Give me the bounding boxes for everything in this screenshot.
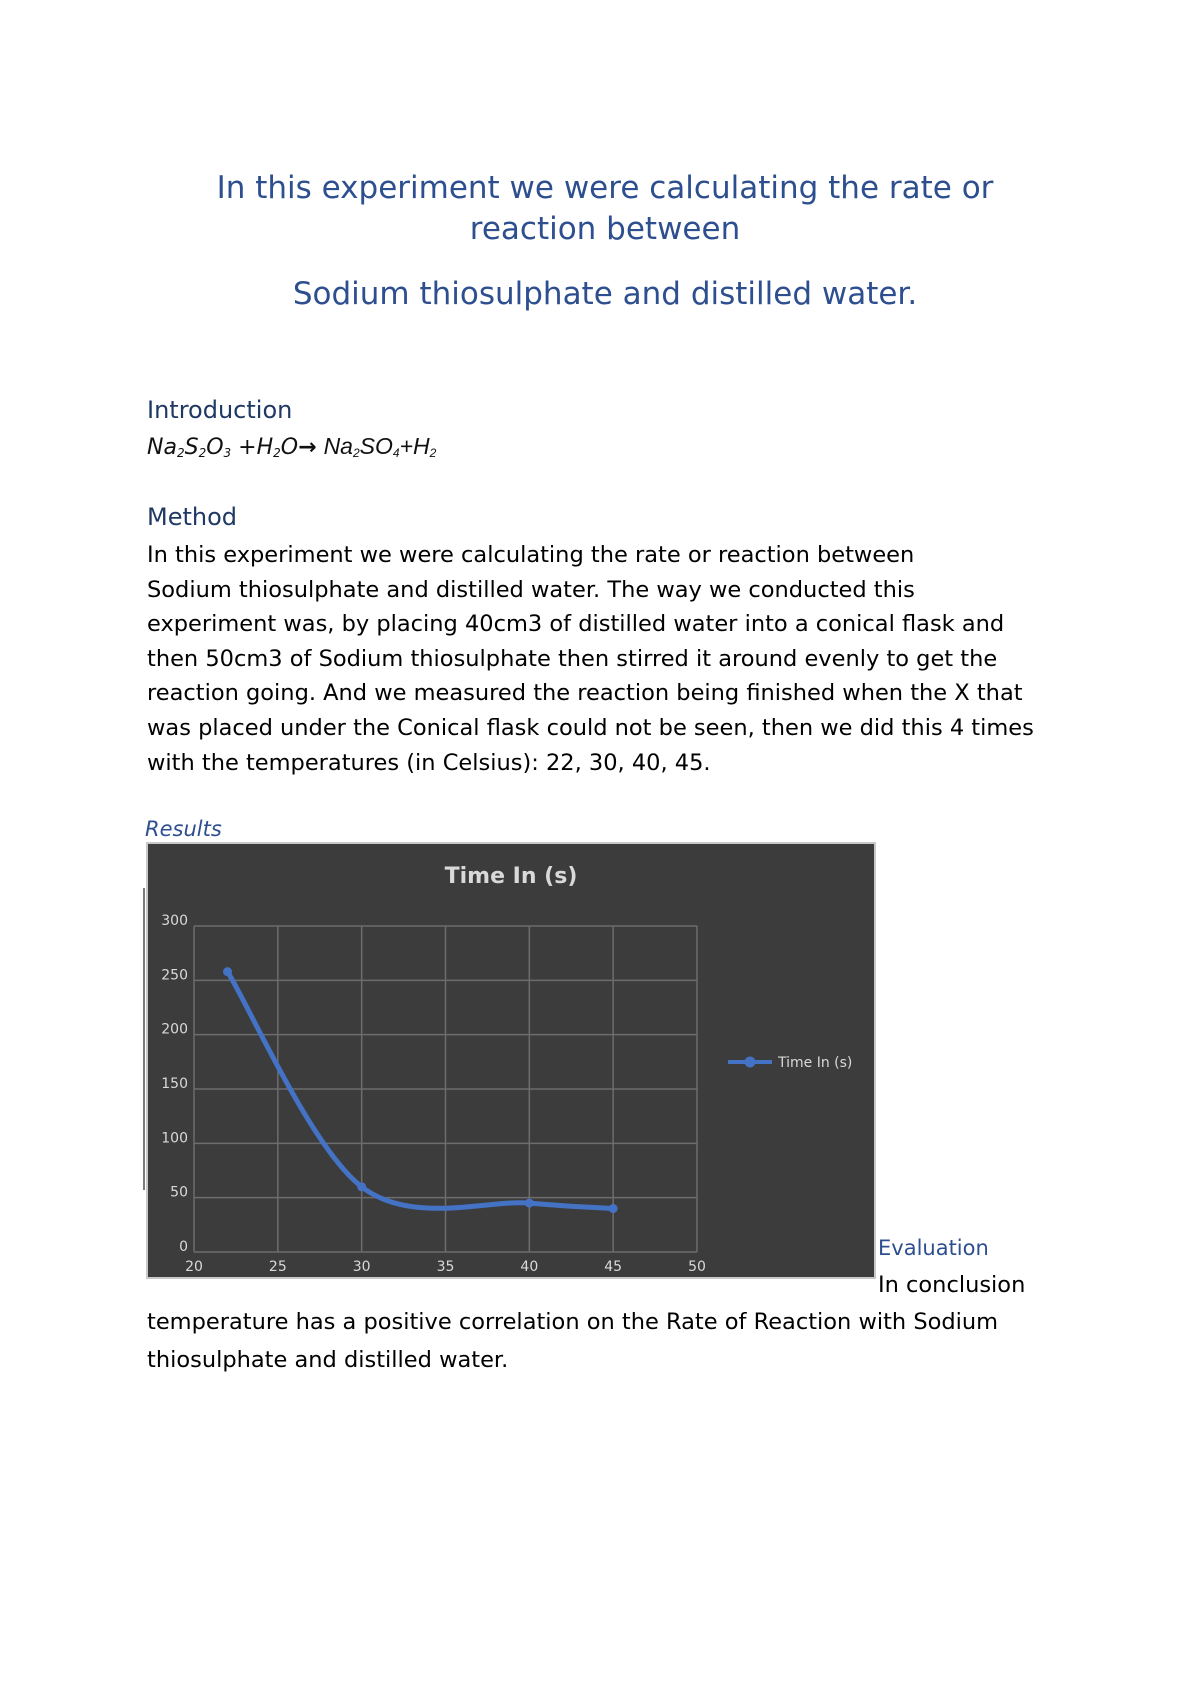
method-paragraph bbox=[147, 538, 1034, 780]
method-line: Sodium thiosulphate and distilled water. The way we conducted this bbox=[147, 576, 915, 603]
x-tick-label: 30 bbox=[352, 1259, 371, 1275]
method-line: was placed under the Conical flask could not be seen, then we did this 4 times bbox=[147, 714, 1034, 741]
y-tick-label: 100 bbox=[161, 1130, 188, 1147]
evaluation-line: In conclusion bbox=[878, 1272, 1026, 1298]
method-line: reaction going. And we measured the reaction being finished when the X that bbox=[147, 680, 1023, 707]
method-heading: Method bbox=[147, 503, 238, 531]
y-tick-label: 50 bbox=[170, 1184, 188, 1201]
data-point bbox=[609, 1204, 618, 1213]
legend-label: Time In (s) bbox=[778, 1055, 853, 1071]
x-tick-label: 20 bbox=[185, 1259, 203, 1275]
x-tick-label: 50 bbox=[688, 1259, 706, 1275]
reactant-water: $H_2O$ bbox=[256, 435, 299, 460]
method-line: then 50cm3 of Sodium thiosulphate then stirred it around evenly to get the bbox=[147, 645, 998, 672]
x-tick-label: 25 bbox=[268, 1259, 287, 1275]
y-tick-label: 0 bbox=[179, 1239, 188, 1255]
introduction-heading: Introduction bbox=[147, 396, 293, 424]
plus-sign: + bbox=[238, 435, 257, 460]
data-point bbox=[525, 1199, 534, 1208]
method-line: In this experiment we were calculating the rate or reaction between bbox=[147, 542, 915, 568]
chart-title: Time In (s) bbox=[444, 864, 578, 889]
chart-canvas bbox=[148, 844, 874, 1277]
y-tick-label: 150 bbox=[161, 1076, 188, 1092]
product-sodium-sulphate: $Na_2SO_4$ bbox=[323, 433, 400, 460]
evaluation-line: temperature has a positive correlation on the Rate of Reaction with Sodium bbox=[147, 1309, 999, 1335]
method-line: with the temperatures (in Celsius): 22, 30, 40, 45. bbox=[147, 749, 711, 776]
chart-anchor-line bbox=[143, 888, 145, 1190]
title-line-3: Sodium thiosulphate and distilled water. bbox=[292, 276, 918, 312]
title-line-2: reaction between bbox=[469, 211, 741, 247]
product-hydrogen: $H_2$ bbox=[413, 433, 437, 460]
x-tick-label: 45 bbox=[604, 1259, 623, 1275]
data-point bbox=[357, 1182, 366, 1191]
data-point bbox=[223, 967, 232, 976]
results-chart[interactable] bbox=[146, 842, 876, 1279]
method-line: experiment was, by placing 40cm3 of distilled water into a conical flask and bbox=[147, 611, 1005, 638]
legend-swatch-marker bbox=[745, 1057, 756, 1068]
arrow-icon: → bbox=[298, 435, 317, 460]
x-tick-label: 40 bbox=[520, 1259, 539, 1275]
chemical-equation bbox=[147, 433, 436, 460]
x-tick-label: 35 bbox=[436, 1259, 455, 1275]
results-heading: Results bbox=[145, 817, 222, 841]
series-line bbox=[228, 972, 614, 1209]
reactant-sodium-thiosulphate: $Na_2S_2O_3$ bbox=[147, 435, 232, 460]
evaluation-line: thiosulphate and distilled water. bbox=[147, 1347, 509, 1373]
title-line-1: In this experiment we were calculating the rate or bbox=[216, 170, 994, 206]
y-tick-label: 250 bbox=[161, 967, 188, 984]
evaluation-heading: Evaluation bbox=[878, 1236, 989, 1260]
plus-sign-2: + bbox=[399, 433, 414, 459]
y-tick-label: 300 bbox=[161, 913, 188, 929]
y-tick-label: 200 bbox=[161, 1021, 188, 1038]
